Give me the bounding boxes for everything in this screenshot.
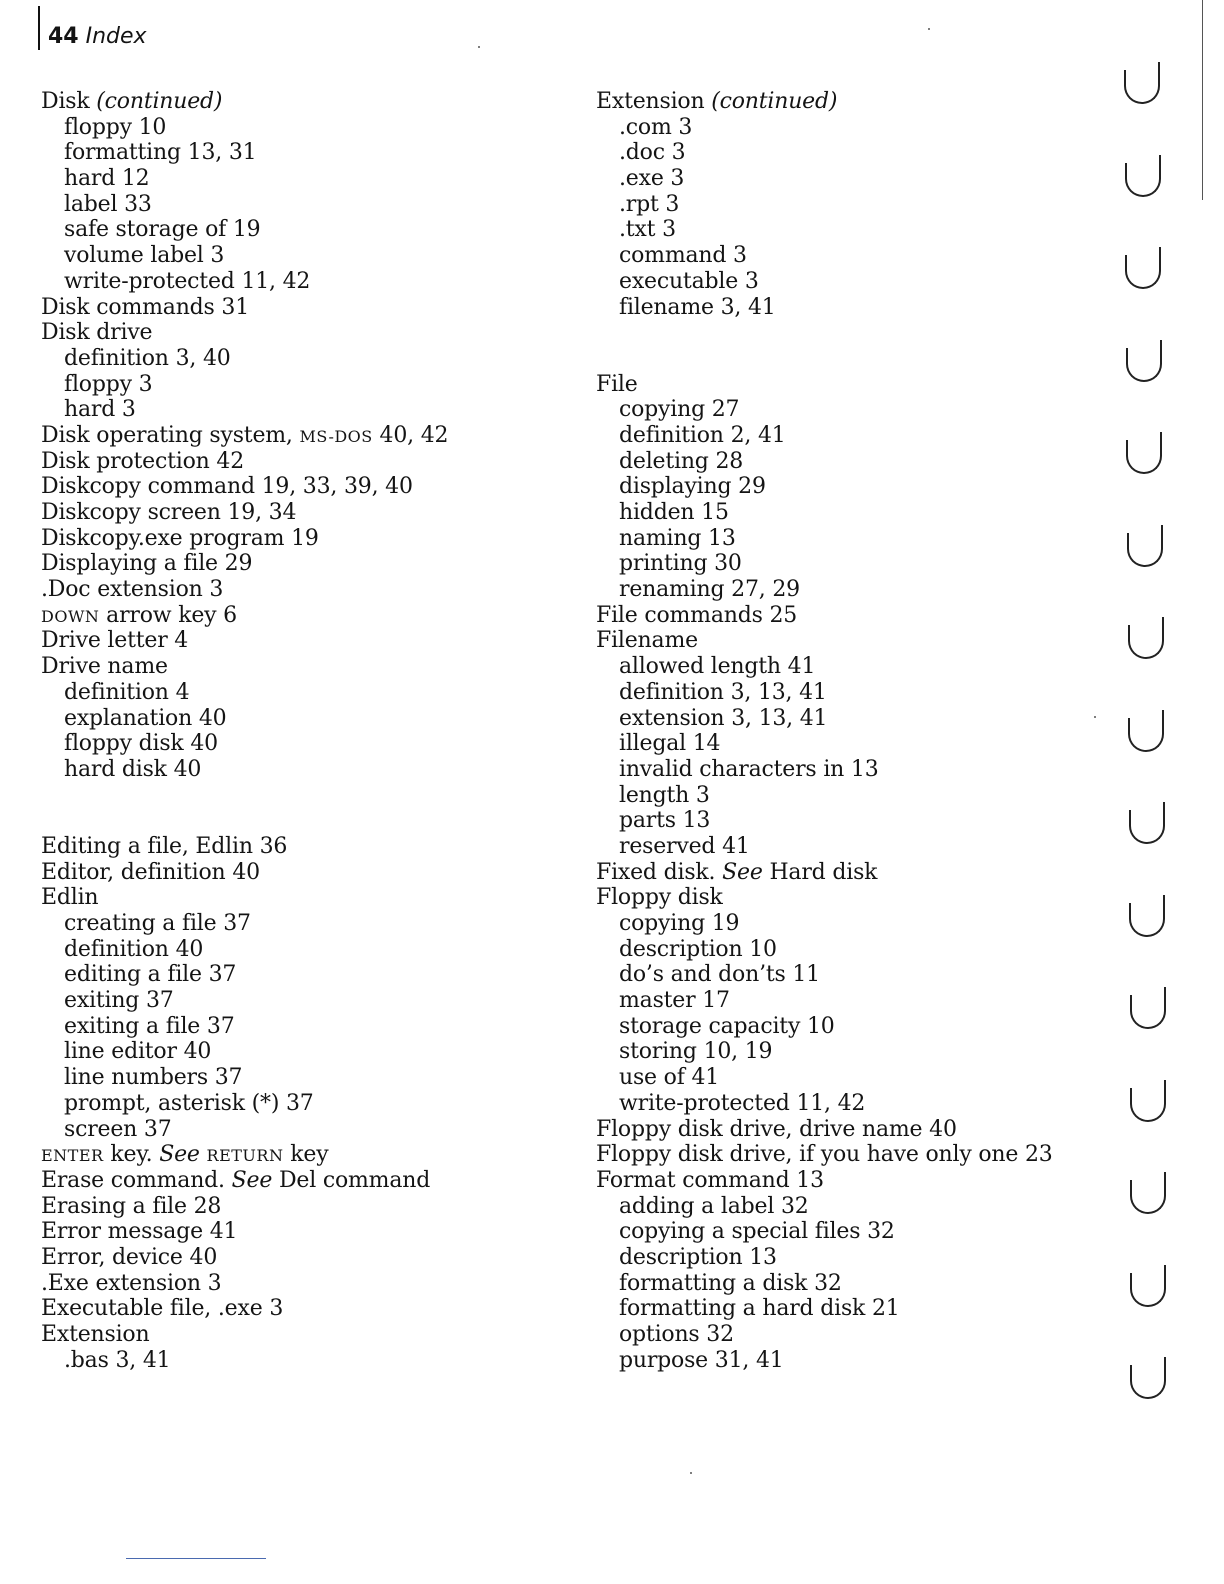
entry-text: do’s and don’ts 11 [619, 962, 820, 988]
index-column-left [41, 89, 541, 1373]
entry-text: copying 27 [619, 397, 740, 423]
index-subentry [596, 115, 1096, 141]
index-subentry [596, 1219, 1096, 1245]
entry-text [200, 1142, 207, 1167]
entry-text: Drive letter 4 [41, 628, 189, 654]
entry-text: hard 12 [64, 166, 150, 192]
small-caps-text: RETURN [206, 1146, 284, 1166]
index-subentry [41, 1348, 541, 1374]
index-entry [41, 1296, 541, 1322]
entry-text: File [596, 371, 638, 397]
entry-text: renaming 27, 29 [619, 577, 800, 603]
index-subentry [596, 731, 1096, 757]
entry-text: line numbers 37 [64, 1065, 243, 1091]
entry-text: Floppy disk [596, 885, 723, 911]
index-subentry [596, 243, 1096, 269]
index-entry [41, 474, 541, 500]
page-header [48, 22, 147, 52]
entry-text: Executable file, .exe 3 [41, 1296, 284, 1322]
entry-text: prompt, asterisk (*) 37 [64, 1090, 314, 1116]
entry-text: displaying 29 [619, 474, 766, 500]
index-entry [596, 372, 1096, 398]
index-subentry [596, 1091, 1096, 1117]
entry-text: Displaying a file 29 [41, 551, 253, 577]
index-subentry [596, 166, 1096, 192]
entry-text: copying a special files 32 [619, 1219, 895, 1245]
entry-text: storage capacity 10 [619, 1013, 835, 1039]
index-entry [41, 1322, 541, 1348]
index-subentry [596, 680, 1096, 706]
index-subentry [596, 808, 1096, 834]
entry-text: Drive name [41, 654, 168, 680]
entry-text: purpose 31, 41 [619, 1347, 784, 1373]
binder-hole-icon [1130, 1365, 1166, 1399]
index-subentry [41, 680, 541, 706]
binder-hole-icon [1130, 1180, 1166, 1214]
index-subentry [596, 449, 1096, 475]
index-subentry [41, 269, 541, 295]
entry-text: Fixed disk. [596, 859, 723, 885]
index-entry [41, 654, 541, 680]
entry-text: extension 3, 13, 41 [619, 705, 828, 731]
entry-text: Extension [41, 1322, 150, 1348]
italic-text: (continued) [711, 89, 838, 114]
index-subentry [596, 988, 1096, 1014]
entry-text: Diskcopy.exe program 19 [41, 525, 319, 551]
binder-hole-icon [1129, 903, 1165, 937]
entry-text: safe storage of 19 [64, 217, 261, 243]
binder-hole-icon [1128, 625, 1164, 659]
entry-text: Edlin [41, 885, 99, 911]
entry-text: Disk operating system, [41, 422, 300, 448]
index-subentry [596, 192, 1096, 218]
entry-text: Disk protection 42 [41, 448, 244, 474]
index-subentry [596, 757, 1096, 783]
index-entry [41, 295, 541, 321]
entry-text: key. [103, 1142, 160, 1168]
index-subentry [41, 372, 541, 398]
index-subentry [596, 1065, 1096, 1091]
entry-text: .exe 3 [619, 166, 685, 192]
entry-text: volume label 3 [64, 243, 225, 269]
index-entry [41, 526, 541, 552]
entry-text: File commands 25 [596, 602, 798, 628]
entry-text: .bas 3, 41 [64, 1347, 171, 1373]
entry-text: Floppy disk drive, drive name 40 [596, 1116, 957, 1142]
entry-text: executable 3 [619, 268, 759, 294]
entry-text: deleting 28 [619, 448, 744, 474]
entry-text: definition 4 [64, 679, 190, 705]
entry-text: Error, device 40 [41, 1244, 218, 1270]
entry-text: description 10 [619, 936, 777, 962]
index-entry [41, 1194, 541, 1220]
index-subentry [41, 115, 541, 141]
entry-text: Disk commands 31 [41, 294, 250, 320]
index-subentry [596, 551, 1096, 577]
entry-text: command 3 [619, 243, 747, 269]
entry-text: Diskcopy command 19, 33, 39, 40 [41, 474, 413, 500]
index-subentry [596, 1039, 1096, 1065]
index-subentry [596, 500, 1096, 526]
binder-hole-icon [1126, 440, 1162, 474]
header-rule [38, 6, 40, 50]
index-subentry [596, 397, 1096, 423]
entry-text: Extension [596, 89, 712, 114]
italic-text: (continued) [96, 89, 223, 114]
index-subentry [596, 526, 1096, 552]
index-subentry [41, 937, 541, 963]
binder-hole-icon [1130, 995, 1166, 1029]
entry-text: floppy disk 40 [64, 731, 218, 757]
index-entry [41, 1168, 541, 1194]
entry-text: options 32 [619, 1322, 734, 1348]
entry-text: allowed length 41 [619, 654, 816, 680]
index-entry [41, 423, 541, 449]
index-subentry [41, 217, 541, 243]
index-entry [41, 603, 541, 629]
entry-text: definition 3, 13, 41 [619, 679, 827, 705]
index-subentry [41, 988, 541, 1014]
binder-holes [1120, 70, 1190, 1520]
index-subentry [596, 911, 1096, 937]
entry-text: illegal 14 [619, 731, 721, 757]
index-subentry [41, 1039, 541, 1065]
index-subentry [41, 962, 541, 988]
index-subentry [596, 1194, 1096, 1220]
index-subentry [41, 243, 541, 269]
index-subentry [596, 140, 1096, 166]
entry-text: Error message 41 [41, 1219, 238, 1245]
index-entry [596, 885, 1096, 911]
index-entry [596, 1168, 1096, 1194]
entry-text: naming 13 [619, 525, 736, 551]
entry-text: .Doc extension 3 [41, 577, 224, 603]
binder-hole-icon [1130, 1088, 1166, 1122]
page-edge-line [1202, 0, 1203, 200]
entry-text: exiting a file 37 [64, 1013, 235, 1039]
index-subentry [596, 1322, 1096, 1348]
entry-text: .com 3 [619, 114, 693, 140]
index-entry [41, 628, 541, 654]
index-subentry [596, 1271, 1096, 1297]
index-subentry [596, 1245, 1096, 1271]
entry-text: .txt 3 [619, 217, 676, 243]
index-subentry [41, 397, 541, 423]
index-entry [41, 834, 541, 860]
index-entry [41, 885, 541, 911]
entry-text: Editing a file, Edlin 36 [41, 833, 288, 859]
index-subentry [41, 346, 541, 372]
binder-hole-icon [1128, 718, 1164, 752]
entry-text: adding a label 32 [619, 1193, 809, 1219]
index-subentry [596, 937, 1096, 963]
index-subentry [41, 1091, 541, 1117]
binder-hole-icon [1125, 255, 1161, 289]
index-subentry [596, 834, 1096, 860]
entry-text: Diskcopy screen 19, 34 [41, 500, 297, 525]
small-caps-text: MS-DOS [299, 426, 373, 446]
index-subentry [596, 783, 1096, 809]
italic-text: See [722, 859, 763, 885]
entry-text: 40, 42 [372, 422, 449, 448]
entry-text: storing 10, 19 [619, 1039, 773, 1065]
index-entry [596, 89, 1096, 115]
index-entry [41, 320, 541, 346]
entry-text: Floppy disk drive, if you have only one 23 [596, 1142, 1053, 1168]
entry-text: Hard disk [762, 859, 878, 885]
entry-text: hard disk 40 [64, 756, 202, 782]
index-column-right [596, 89, 1096, 1373]
entry-text: hidden 15 [619, 500, 729, 526]
entry-text: printing 30 [619, 551, 742, 577]
entry-text: explanation 40 [64, 705, 227, 731]
index-subentry [41, 731, 541, 757]
entry-text: line editor 40 [64, 1039, 212, 1065]
index-subentry [41, 706, 541, 732]
entry-text: key [283, 1142, 329, 1168]
entry-text: description 13 [619, 1244, 777, 1270]
entry-text: formatting a disk 32 [619, 1270, 842, 1296]
index-subentry [596, 654, 1096, 680]
index-subentry [41, 1065, 541, 1091]
entry-text: write-protected 11, 42 [619, 1090, 866, 1116]
scan-speck [478, 46, 480, 48]
entry-text: Del command [272, 1167, 431, 1193]
index-gap [41, 783, 541, 834]
index-entry [41, 1271, 541, 1297]
entry-text: formatting a hard disk 21 [619, 1296, 900, 1322]
italic-text: See [159, 1142, 200, 1168]
entry-text: .Exe extension 3 [41, 1270, 222, 1296]
index-entry [596, 628, 1096, 654]
index-entry [41, 577, 541, 603]
entry-text: Editor, definition 40 [41, 859, 260, 885]
scan-speck [690, 1472, 692, 1474]
entry-text: hard 3 [64, 397, 136, 423]
index-subentry [596, 474, 1096, 500]
entry-text: creating a file 37 [64, 911, 251, 937]
entry-text: parts 13 [619, 808, 711, 834]
index-subentry [596, 1348, 1096, 1374]
index-subentry [41, 192, 541, 218]
index-entry [596, 603, 1096, 629]
small-caps-text: DOWN [41, 606, 100, 626]
scan-speck [1094, 716, 1096, 718]
index-subentry [596, 706, 1096, 732]
binder-hole-icon [1127, 533, 1163, 567]
index-subentry [596, 295, 1096, 321]
index-gap [596, 320, 1096, 371]
index-entry [596, 860, 1096, 886]
index-entry [596, 1117, 1096, 1143]
entry-text: invalid characters in 13 [619, 756, 879, 782]
entry-text: .rpt 3 [619, 191, 680, 217]
entry-text: .doc 3 [619, 140, 686, 166]
entry-text: Disk drive [41, 320, 153, 346]
index-subentry [41, 911, 541, 937]
index-entry [41, 89, 541, 115]
index-entry [41, 860, 541, 886]
entry-text: length 3 [619, 782, 710, 808]
entry-text: screen 37 [64, 1116, 172, 1142]
entry-text: write-protected 11, 42 [64, 268, 311, 294]
entry-text: floppy 3 [64, 371, 153, 397]
index-subentry [41, 757, 541, 783]
entry-text: label 33 [64, 191, 152, 217]
index-subentry [596, 269, 1096, 295]
entry-text: use of 41 [619, 1065, 720, 1091]
index-subentry [596, 1296, 1096, 1322]
entry-text: Disk [41, 89, 97, 114]
binder-hole-icon [1125, 163, 1161, 197]
italic-text: See [231, 1167, 273, 1193]
index-subentry [41, 1014, 541, 1040]
binder-hole-icon [1130, 1273, 1166, 1307]
index-subentry [596, 217, 1096, 243]
entry-text: exiting 37 [64, 988, 174, 1014]
index-subentry [596, 423, 1096, 449]
entry-text: master 17 [619, 988, 730, 1014]
entry-text: definition 3, 40 [64, 345, 231, 371]
index-entry [41, 551, 541, 577]
index-subentry [41, 140, 541, 166]
index-subentry [41, 1117, 541, 1143]
binder-hole-icon [1126, 348, 1162, 382]
index-entry [41, 1219, 541, 1245]
index-entry [41, 500, 541, 526]
index-entry [41, 1142, 541, 1168]
entry-text: copying 19 [619, 911, 740, 937]
index-subentry [596, 962, 1096, 988]
index-entry [41, 1245, 541, 1271]
entry-text: Erasing a file 28 [41, 1193, 222, 1219]
page-title: Index [85, 24, 147, 49]
binder-hole-icon [1124, 70, 1160, 104]
scan-speck [928, 28, 930, 30]
entry-text: Filename [596, 628, 698, 654]
entry-text: definition 40 [64, 936, 204, 962]
binder-hole-icon [1129, 810, 1165, 844]
index-subentry [596, 1014, 1096, 1040]
entry-text: floppy 10 [64, 114, 167, 140]
index-subentry [41, 166, 541, 192]
entry-text: editing a file 37 [64, 962, 237, 988]
small-caps-text: ENTER [41, 1146, 104, 1166]
entry-text: Erase command. [41, 1167, 232, 1193]
index-entry [596, 1142, 1096, 1168]
index-entry [41, 449, 541, 475]
entry-text: Format command 13 [596, 1167, 824, 1193]
entry-text: reserved 41 [619, 833, 750, 859]
entry-text: filename 3, 41 [619, 294, 776, 320]
entry-text: formatting 13, 31 [64, 140, 257, 166]
entry-text: definition 2, 41 [619, 422, 786, 448]
page-number: 44 [48, 24, 79, 49]
footer-line [126, 1558, 266, 1559]
entry-text: arrow key 6 [99, 602, 237, 628]
index-subentry [596, 577, 1096, 603]
